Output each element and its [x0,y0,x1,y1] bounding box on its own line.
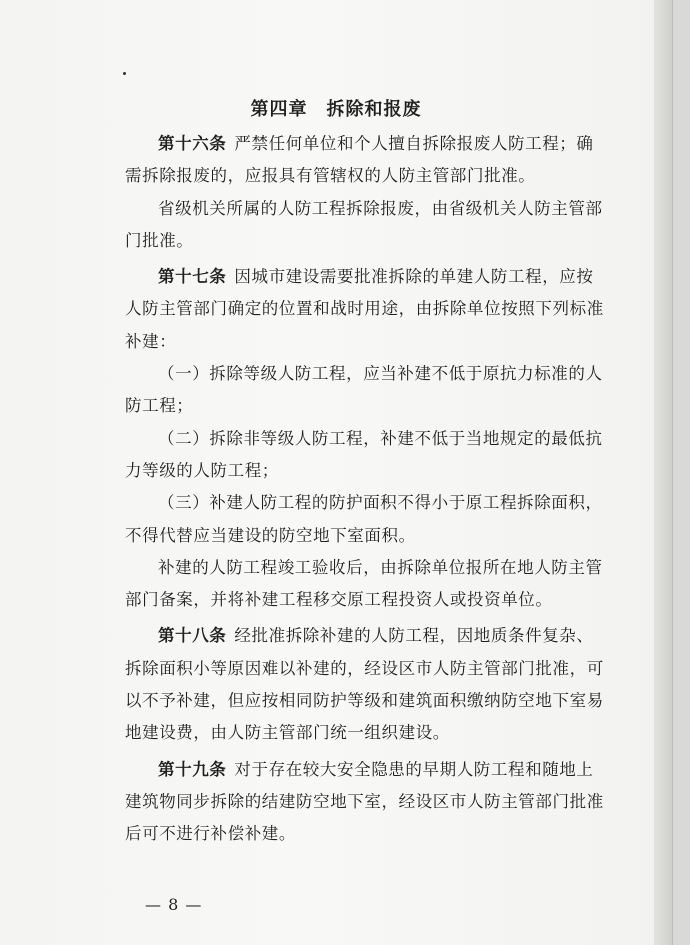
article-17-text: 因城市建设需要批准拆除的单建人防工程，应按人防主管部门确定的位置和战时用途，由拆除单位按照下列标准补建： [125,267,604,351]
article-17-closing-text: 补建的人防工程竣工验收后，由拆除单位报所在地人防主管部门备案，并将补建工程移交原工程投资人或投资单位。 [125,557,603,610]
document-body [125,128,609,851]
article-18-paragraph [125,620,609,749]
article-19-paragraph [125,754,609,851]
article-16-text: 严禁任何单位和个人擅自拆除报废人防工程；确需拆除报废的，应报具有管辖权的人防主管部门批准。 [125,134,594,186]
page-edge [654,0,672,945]
chapter-title: 第四章 拆除和报废 [250,99,422,120]
article-19-text: 对于存在较大安全隐患的早期人防工程和随地上建筑物同步拆除的结建防空地下室，经设区市人防主管部门批准后可不进行补偿补建。 [125,759,604,844]
article-16-label: 第十六条 [158,134,227,153]
article-17-label: 第十七条 [158,267,227,287]
article-16-second-paragraph [125,193,609,258]
page-number: — 8 — [145,895,203,914]
article-17-item-3 [125,487,609,552]
article-18-text: 经批准拆除补建的人防工程，因地质条件复杂、拆除面积小等原因难以补建的，经设区市人防主管部门批准，可以不予补建，但应按相同防护等级和建筑面积缴纳防空地下室易地建设费，由人防主管部门统一组织建设。 [125,626,604,743]
article-17-closing [125,552,609,617]
article-18-label: 第十八条 [158,626,227,646]
article-17-item-2 [125,423,609,488]
article-16-paragraph [125,128,609,193]
article-17-item-2-text: （二）拆除非等级人防工程，补建不低于当地规定的最低抗力等级的人防工程； [125,428,603,480]
article-16-second-text: 省级机关所属的人防工程拆除报废，由省级机关人防主管部门批准。 [125,198,603,250]
article-17-paragraph [125,261,609,358]
article-17-item-1 [125,358,609,423]
article-17-item-1-text: （一）拆除等级人防工程，应当补建不低于原抗力标准的人防工程； [125,364,603,416]
article-17-item-3-text: （三）补建人防工程的防护面积不得小于原工程拆除面积，不得代替应当建设的防空地下室面积。 [125,493,603,545]
article-19-label: 第十九条 [158,759,227,779]
ink-dot [123,72,126,75]
